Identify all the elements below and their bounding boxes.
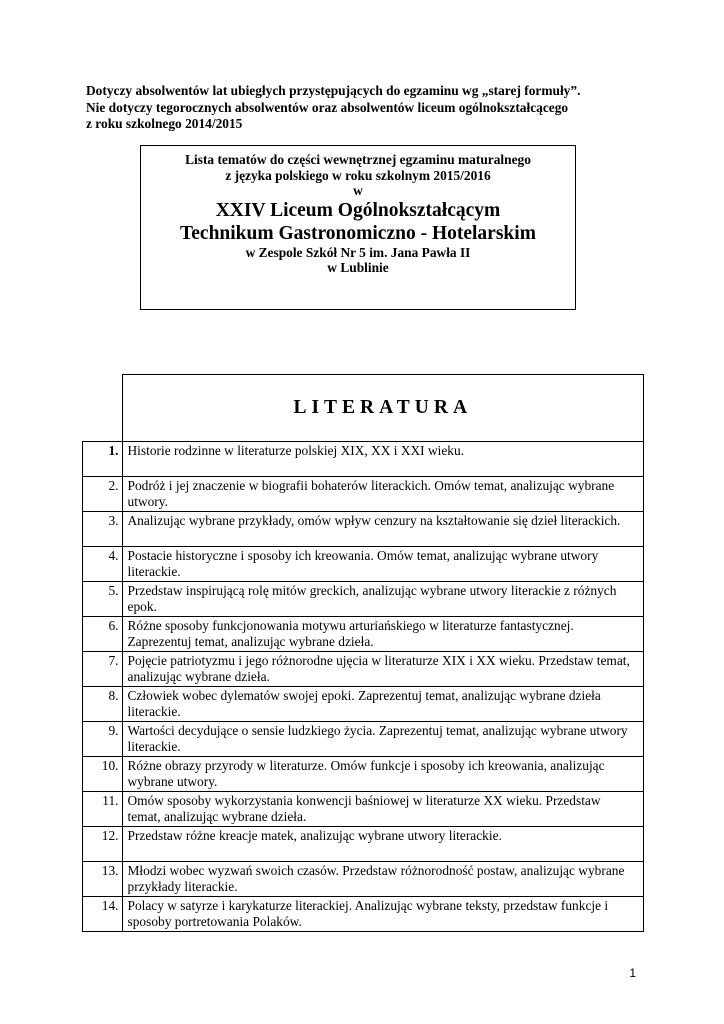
topic-number: 8. xyxy=(83,686,123,721)
topic-text: Wartości decydujące o sensie ludzkiego życia. Zaprezentuj temat, analizując wybrane utwory literackie. xyxy=(122,721,644,756)
topic-text: Przedstaw różne kreacje matek, analizując wybrane utwory literackie. xyxy=(122,826,644,861)
topic-number: 12. xyxy=(83,826,123,861)
school-name: XXIV Liceum Ogólnokształcącym xyxy=(215,199,501,221)
topic-number: 5. xyxy=(83,581,123,616)
table-row xyxy=(83,441,644,476)
header-line: Lista tematów do części wewnętrznej egzaminu maturalnego xyxy=(185,152,531,167)
table-row xyxy=(83,511,644,546)
topic-text: Polacy w satyrze i karykaturze literackiej. Analizując wybrane teksty, przedstaw funkcje i sposoby portretowania Polaków. xyxy=(122,896,644,931)
topic-number: 11. xyxy=(83,791,123,826)
notice xyxy=(86,83,686,133)
topic-number: 2. xyxy=(83,476,123,511)
table-row xyxy=(83,756,644,791)
topic-text: Młodzi wobec wyzwań swoich czasów. Przedstaw różnorodność postaw, analizując wybrane przykłady literackie. xyxy=(122,861,644,896)
notice-line: Dotyczy absolwentów lat ubiegłych przystępujących do egzaminu wg „starej formuły”. xyxy=(86,83,581,98)
topic-text: Różne obrazy przyrody w literaturze. Omów funkcje i sposoby ich kreowania, analizując wybrane utwory. xyxy=(122,756,644,791)
table-row xyxy=(83,896,644,931)
topic-number: 3. xyxy=(83,511,123,546)
header-line: w xyxy=(353,183,363,198)
topic-text: Różne sposoby funkcjonowania motywu arturiańskiego w literaturze fantastycznej. Zaprezentuj temat, analizując wybrane dzieła. xyxy=(122,616,644,651)
topics-table xyxy=(82,374,644,932)
topic-number: 6. xyxy=(83,616,123,651)
table-row xyxy=(83,861,644,896)
table-row xyxy=(83,791,644,826)
table-row xyxy=(83,721,644,756)
topic-number: 4. xyxy=(83,546,123,581)
header-line: w Zespole Szkół Nr 5 im. Jana Pawła II xyxy=(245,244,471,260)
topic-number: 13. xyxy=(83,861,123,896)
topic-text: Omów sposoby wykorzystania konwencji baśniowej w literaturze XX wieku. Przedstaw temat, analizując wybrane dzieła. xyxy=(122,791,644,826)
topic-text: Podróż i jej znaczenie w biografii bohaterów literackich. Omów temat, analizując wybrane utwory. xyxy=(122,476,644,511)
notice-line: z roku szkolnego 2014/2015 xyxy=(86,116,243,131)
table-row xyxy=(83,546,644,581)
topic-number: 7. xyxy=(83,651,123,686)
header-line: w Lublinie xyxy=(327,260,389,275)
table-title-row xyxy=(83,375,644,442)
topic-number: 10. xyxy=(83,756,123,791)
topic-text: Pojęcie patriotyzmu i jego różnorodne ujęcia w literaturze XIX i XX wieku. Przedstaw temat, analizując wybrane dzieła. xyxy=(122,651,644,686)
topic-text: Przedstaw inspirującą rolę mitów greckich, analizując wybrane utwory literackie z różnych epok. xyxy=(122,581,644,616)
topic-number: 1. xyxy=(83,441,123,476)
topic-number: 14. xyxy=(83,896,123,931)
topic-text: Człowiek wobec dylematów swojej epoki. Zaprezentuj temat, analizując wybrane dzieła literackie. xyxy=(122,686,644,721)
table-row xyxy=(83,581,644,616)
table-cell xyxy=(83,375,123,442)
topic-number: 9. xyxy=(83,721,123,756)
header-line: z języka polskiego w roku szkolnym 2015/2016 xyxy=(225,167,491,183)
table-row xyxy=(83,826,644,861)
page-number: 1 xyxy=(629,966,636,980)
table-row xyxy=(83,686,644,721)
table-title: LITERATURA xyxy=(122,375,644,442)
header-box xyxy=(140,145,576,310)
school-name: Technikum Gastronomiczno - Hotelarskim xyxy=(180,222,536,244)
table-row xyxy=(83,651,644,686)
table-row xyxy=(83,616,644,651)
notice-line: Nie dotyczy tegorocznych absolwentów oraz absolwentów liceum ogólnokształcącego xyxy=(86,99,569,115)
topic-text: Postacie historyczne i sposoby ich kreowania. Omów temat, analizując wybrane utwory literackie. xyxy=(122,546,644,581)
table-row xyxy=(83,476,644,511)
topic-text: Analizując wybrane przykłady, omów wpływ cenzury na kształtowanie się dzieł literackich. xyxy=(122,511,644,546)
topic-text: Historie rodzinne w literaturze polskiej XIX, XX i XXI wieku. xyxy=(122,441,644,476)
